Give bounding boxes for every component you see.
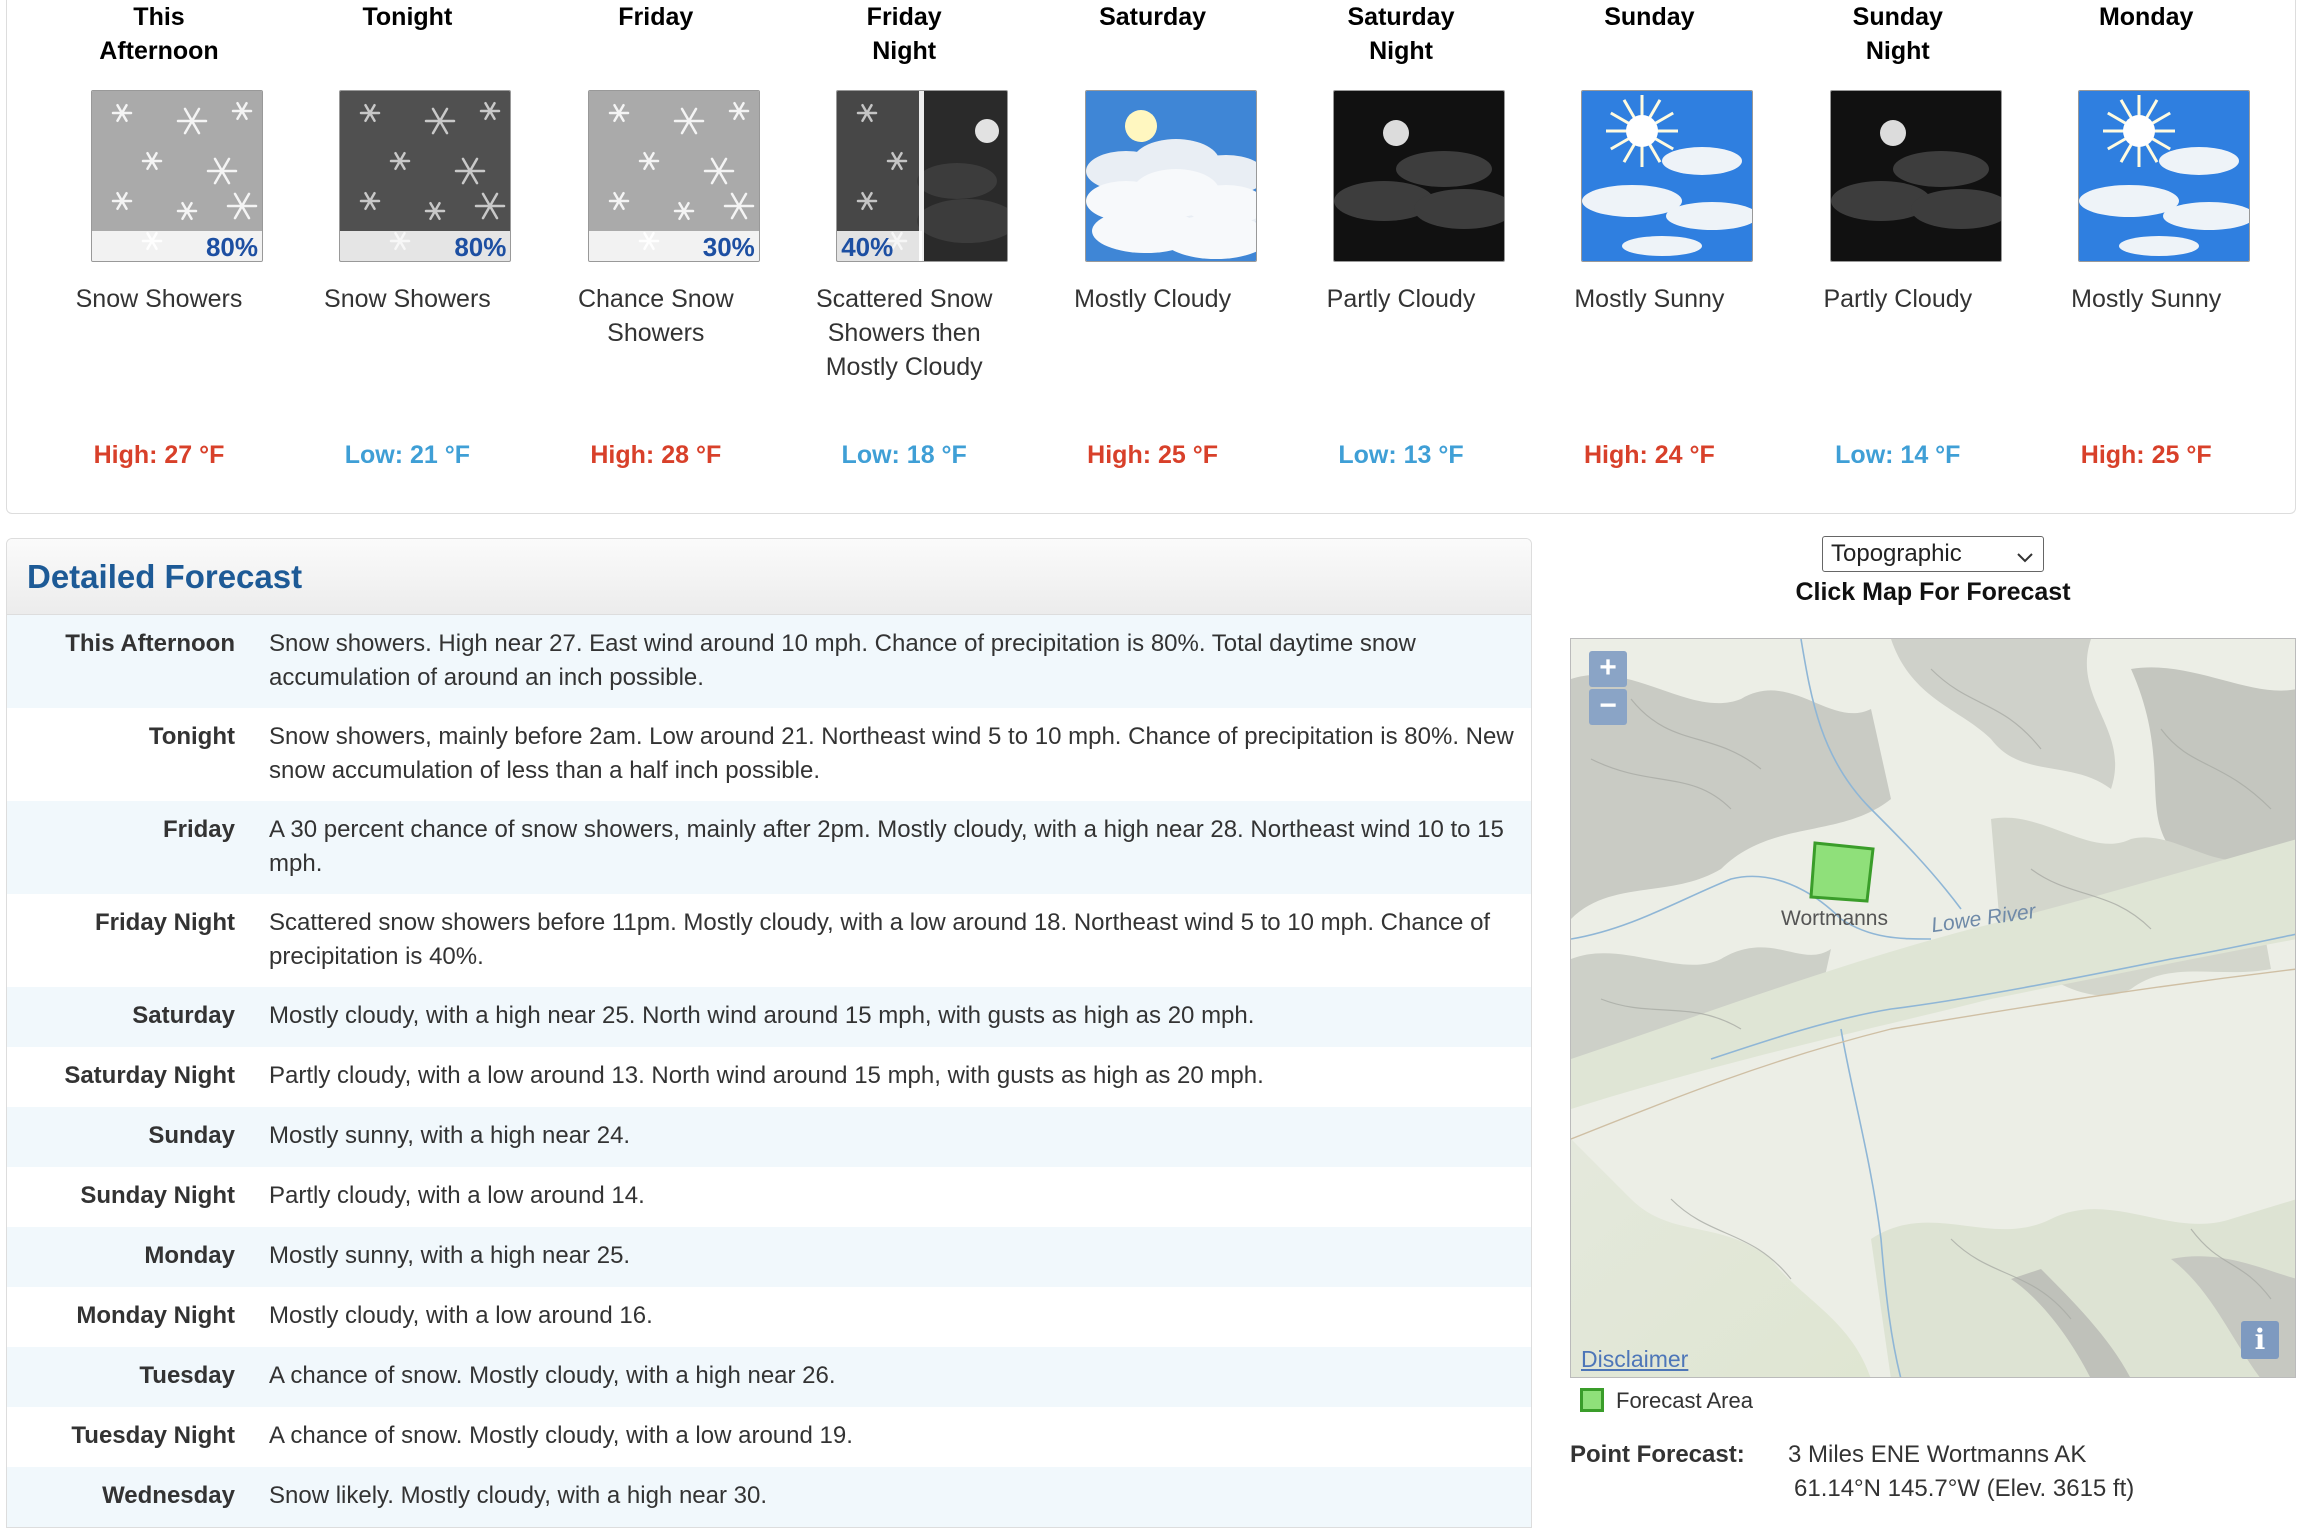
precip-chance: 40% [841,232,894,262]
point-forecast-label: Point Forecast: [1570,1441,1745,1468]
period-name-line1: Monday [2098,3,2194,31]
map-river-label: Lowe River [1929,899,2038,938]
detailed-forecast-text: Mostly cloudy, with a high near 25. North wind around 15 mph, with gusts as high as 20 mph. [269,1002,1255,1029]
period-temperature: Low: 13 °F [1338,441,1464,469]
detailed-forecast-label: Tonight [148,723,235,750]
period-name [1525,0,1773,70]
forecast-period [1525,0,1773,514]
forecast-period [35,0,283,514]
detailed-forecast-text: Partly cloudy, with a low around 14. [269,1182,645,1209]
forecast-period [532,0,780,514]
snow-then-cloudy-night-icon[interactable] [836,90,1008,262]
detailed-forecast-text: Snow showers. High near 27. East wind around 10 mph. Chance of precipitation is 80%. Total daytime snow accumulation of around an inch possible. [269,630,1416,691]
map-type-value: Topographic [1831,540,1962,567]
period-temperature: High: 28 °F [590,441,722,469]
snow-day-icon[interactable] [91,90,263,262]
detailed-forecast-label: Tuesday [139,1362,235,1389]
detailed-forecast-row [7,1107,1531,1167]
mostly-sunny-icon[interactable] [2078,90,2250,262]
forecast-area-swatch [1580,1388,1604,1412]
info-button[interactable]: i [2241,1321,2279,1359]
seven-day-forecast [6,0,2296,514]
precip-chance: 80% [454,232,507,262]
period-temperature: Low: 14 °F [1835,441,1961,469]
detailed-forecast-label: Tuesday Night [71,1422,235,1449]
detailed-forecast-label: Saturday Night [64,1062,235,1089]
detailed-forecast-text: Partly cloudy, with a low around 13. North wind around 15 mph, with gusts as high as 20 mph. [269,1062,1264,1089]
forecast-map[interactable] [1570,638,2296,1378]
zoom-in-button[interactable]: + [1589,651,1627,687]
mostly-sunny-icon[interactable] [1581,90,1753,262]
period-name-line1: Friday [618,3,694,31]
period-name-line2: Night [1369,37,1433,65]
map-place-label: Wortmanns [1781,907,1888,930]
detailed-forecast-label: Monday [144,1242,235,1269]
detailed-forecast-label: Monday Night [76,1302,235,1329]
detailed-forecast-row [7,1467,1531,1527]
detailed-forecast-row [7,1167,1531,1227]
detailed-forecast-label: This Afternoon [65,630,235,657]
detailed-forecast-title: Detailed Forecast [27,558,303,595]
forecast-period [1029,0,1277,514]
detailed-forecast-row [7,615,1531,708]
detailed-forecast-row [7,894,1531,987]
forecast-period [283,0,531,514]
period-short-forecast: Partly Cloudy [1326,285,1476,313]
detailed-forecast-text: Mostly sunny, with a high near 25. [269,1242,631,1269]
detailed-forecast-body [7,615,1531,1527]
detailed-forecast-text: Mostly sunny, with a high near 24. [269,1122,631,1149]
detailed-forecast-label: Wednesday [102,1482,235,1509]
period-short-forecast: Mostly Cloudy [1074,285,1232,313]
partly-cloudy-night-icon[interactable] [1333,90,1505,262]
detailed-forecast-row [7,1227,1531,1287]
period-temperature: High: 25 °F [1087,441,1219,469]
detailed-forecast-header [7,539,1531,615]
forecast-period [2022,0,2270,514]
forecast-period [1277,0,1525,514]
precip-chance: 30% [702,232,755,262]
period-name [532,0,780,70]
period-name-line1: Friday [866,3,942,31]
detailed-forecast-row [7,1347,1531,1407]
period-temperature: High: 27 °F [93,441,225,469]
detailed-forecast-label: Saturday [132,1002,235,1029]
point-forecast-coordinates: 61.14°N 145.7°W (Elev. 3615 ft) [1794,1475,2135,1502]
precip-chance: 80% [205,232,258,262]
detailed-forecast-row [7,1047,1531,1107]
period-temperature: Low: 18 °F [841,441,967,469]
period-name [1277,0,1525,70]
detailed-forecast-row [7,1407,1531,1467]
detailed-forecast-text: A chance of snow. Mostly cloudy, with a low around 19. [269,1422,853,1449]
period-name [35,0,283,70]
period-name [2022,0,2270,70]
detailed-forecast-text: Scattered snow showers before 11pm. Mostly cloudy, with a low around 18. Northeast wind 5 to 10 mph. Chance of precipitation is 40%. [269,909,1491,970]
period-short-forecast: Mostly Sunny [2071,285,2222,313]
snow-night-icon[interactable] [339,90,511,262]
detailed-forecast-row [7,801,1531,894]
point-forecast-location: 3 Miles ENE Wortmanns AK [1788,1441,2087,1468]
period-name [780,0,1028,70]
chevron-down-icon [2015,543,2035,577]
snow-day-icon[interactable] [588,90,760,262]
detailed-forecast-text: A 30 percent chance of snow showers, mainly after 2pm. Mostly cloudy, with a high near 28. Northeast wind 10 to 15 mph. [269,816,1504,877]
detailed-forecast-text: Mostly cloudy, with a low around 16. [269,1302,653,1329]
partly-cloudy-night-icon[interactable] [1830,90,2002,262]
legend-label: Forecast Area [1616,1388,1753,1413]
period-short-forecast: Snow Showers [324,285,491,313]
period-short-forecast: Partly Cloudy [1823,285,1973,313]
detailed-forecast-row [7,987,1531,1047]
detailed-forecast-row [7,708,1531,801]
detailed-forecast-label: Friday Night [94,909,235,936]
mostly-cloudy-day-icon[interactable] [1085,90,1257,262]
zoom-out-button[interactable]: − [1589,689,1627,725]
period-short-forecast: Mostly Sunny [1574,285,1725,313]
period-name-line2: Afternoon [99,37,219,65]
period-name-line1: Saturday [1347,3,1455,31]
period-name-line1: Sunday [1604,3,1695,31]
period-short-forecast: Scattered Snow Showers then Mostly Cloudy [815,285,993,381]
period-short-forecast: Chance Snow Showers [577,285,734,347]
period-temperature: High: 25 °F [2080,441,2212,469]
topographic-map-image [1571,639,2296,1378]
period-name-line1: Saturday [1099,3,1207,31]
map-click-hint: Click Map For Forecast [1795,578,2071,606]
period-name [1029,0,1277,70]
period-name [283,0,531,70]
detailed-forecast-label: Friday [162,816,235,843]
forecast-period [1774,0,2022,514]
period-short-forecast: Snow Showers [75,285,243,313]
period-name-line2: Night [1865,37,1930,65]
period-name [1774,0,2022,70]
detailed-forecast-panel [6,538,1532,1528]
disclaimer-link[interactable]: Disclaimer [1581,1346,1689,1372]
detailed-forecast-text: Snow likely. Mostly cloudy, with a high near 30. [269,1482,768,1509]
forecast-period [780,0,1028,514]
period-name-line1: Tonight [362,3,453,31]
detailed-forecast-text: A chance of snow. Mostly cloudy, with a high near 26. [269,1362,836,1389]
period-name-line2: Night [872,37,937,65]
detailed-forecast-row [7,1287,1531,1347]
detailed-forecast-label: Sunday Night [80,1182,235,1209]
map-type-select[interactable] [1822,536,2044,572]
period-name-line1: Sunday [1852,3,1943,31]
detailed-forecast-label: Sunday [148,1122,235,1149]
period-name-line1: This [133,3,185,31]
period-temperature: Low: 21 °F [344,441,471,469]
detailed-forecast-text: Snow showers, mainly before 2am. Low around 21. Northeast wind 5 to 10 mph. Chance of precipitation is 80%. New snow accumulation of less than a half inch possible. [269,723,1514,784]
period-temperature: High: 24 °F [1583,441,1715,469]
